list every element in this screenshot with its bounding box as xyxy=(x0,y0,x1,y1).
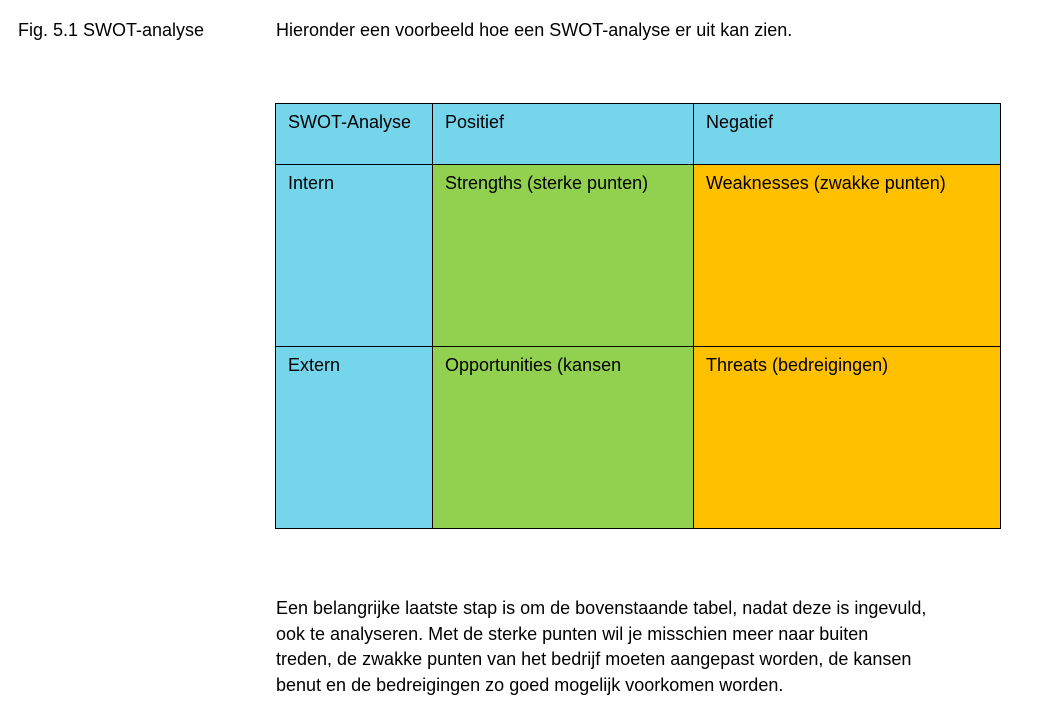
swot-negative-header: Negatief xyxy=(694,104,1001,165)
swot-weaknesses-cell: Weaknesses (zwakke punten) xyxy=(694,165,1001,347)
intro-text: Hieronder een voorbeeld hoe een SWOT-analyse er uit kan zien. xyxy=(276,20,793,40)
swot-positive-header: Positief xyxy=(433,104,694,165)
swot-row-label-intern: Intern xyxy=(276,165,433,347)
swot-row-intern xyxy=(276,165,1001,347)
swot-table xyxy=(275,103,1001,529)
conclusion-line-3: treden, de zwakke punten van het bedrijf moeten aangepast worden, de kansen xyxy=(276,649,912,669)
swot-strengths-cell: Strengths (sterke punten) xyxy=(433,165,694,347)
conclusion-line-1: Een belangrijke laatste stap is om de bovenstaande tabel, nadat deze is ingevuld, xyxy=(276,598,927,618)
swot-row-label-extern: Extern xyxy=(276,347,433,529)
conclusion-line-2: ook te analyseren. Met de sterke punten wil je misschien meer naar buiten xyxy=(276,623,869,644)
figure-caption: Fig. 5.1 SWOT-analyse xyxy=(18,20,205,40)
swot-header-row xyxy=(276,104,1001,165)
swot-corner-cell: SWOT-Analyse xyxy=(276,104,433,165)
conclusion-paragraph xyxy=(276,596,1016,698)
swot-row-extern xyxy=(276,347,1001,529)
conclusion-line-4: benut en de bedreigingen zo goed mogelijk voorkomen worden. xyxy=(276,674,784,695)
swot-opportunities-cell: Opportunities (kansen xyxy=(433,347,694,529)
swot-threats-cell: Threats (bedreigingen) xyxy=(694,347,1001,529)
